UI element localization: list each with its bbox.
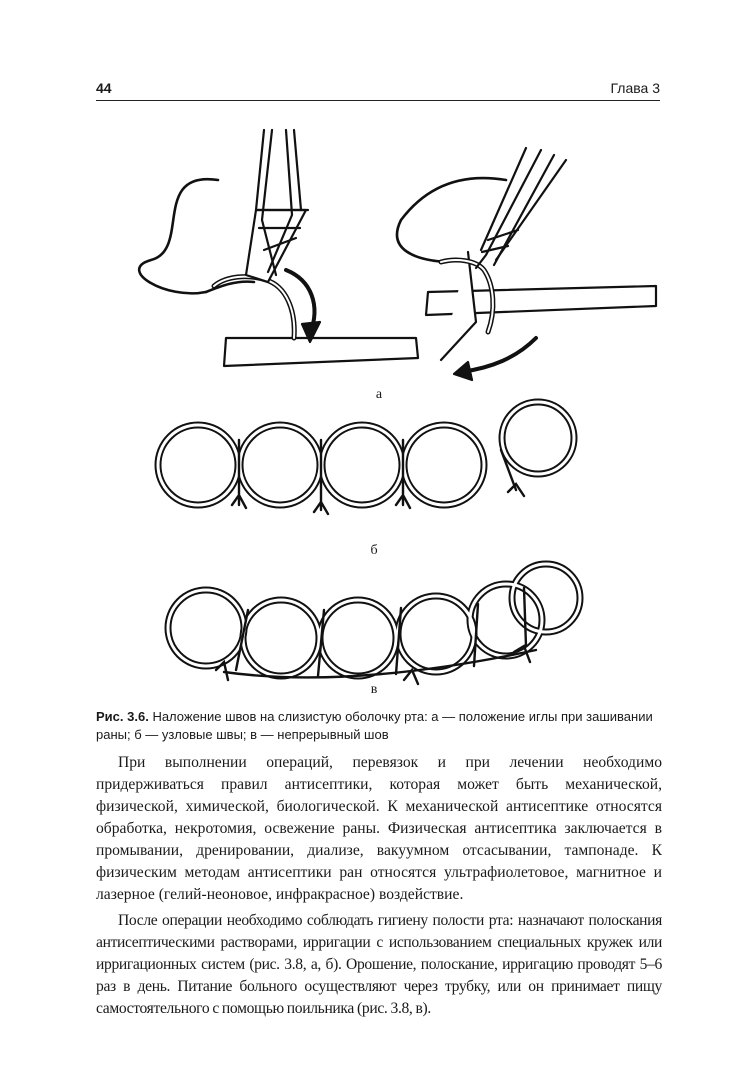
figure-label-a: а xyxy=(375,387,383,402)
figure-label-b: б xyxy=(370,543,378,558)
figure-label-c: в xyxy=(370,682,378,697)
figure-3-6 xyxy=(96,110,660,700)
paragraph: После операции необходимо соблюдать гигиену полости рта: назначают полоскания антисептическими растворами, ирригации с использованием специальных кружек или ирригационных систем (рис. 3.8, а, б). Орошение, полоскание, ирригацию проводят 5–6 раз в день. Питание больного осуществляют через трубку, или он принимает пищу самостоятельного с помощью поильника (рис. 3.8, в). xyxy=(96,912,662,1017)
caption-label: Рис. 3.6. xyxy=(96,709,149,724)
interrupted-sutures xyxy=(158,402,574,514)
page-number: 44 xyxy=(96,80,112,96)
needle-holder-right xyxy=(397,148,656,380)
page-header xyxy=(96,78,660,100)
continuous-suture xyxy=(168,564,580,684)
body-text xyxy=(96,752,662,1020)
paragraph: При выполнении операций, перевязок и при лечении необходимо придерживаться правил антисептики, которая может быть механической, физической, химической, биологической. К механической антисептике относятся обработка, некротомия, освежение раны. Физическая антисептика заключается в промывании, дренировании, диализе, вакуумном отсасывании, тампонаде. К физическим методам антисептики ран относятся ультрафиолетовое, магнитное и лазерное (гелий-неоновое, инфракрасное) воздействие. xyxy=(96,754,662,903)
header-rule xyxy=(96,100,660,101)
caption-text: Наложение швов на слизистую оболочку рта: а — положение иглы при зашивании раны; б — узловые швы; в — непрерывный шов xyxy=(96,709,653,742)
figure-caption xyxy=(96,708,660,744)
suture-illustration xyxy=(96,110,660,700)
chapter-title: Глава 3 xyxy=(610,80,660,96)
needle-holder-left xyxy=(139,130,418,366)
